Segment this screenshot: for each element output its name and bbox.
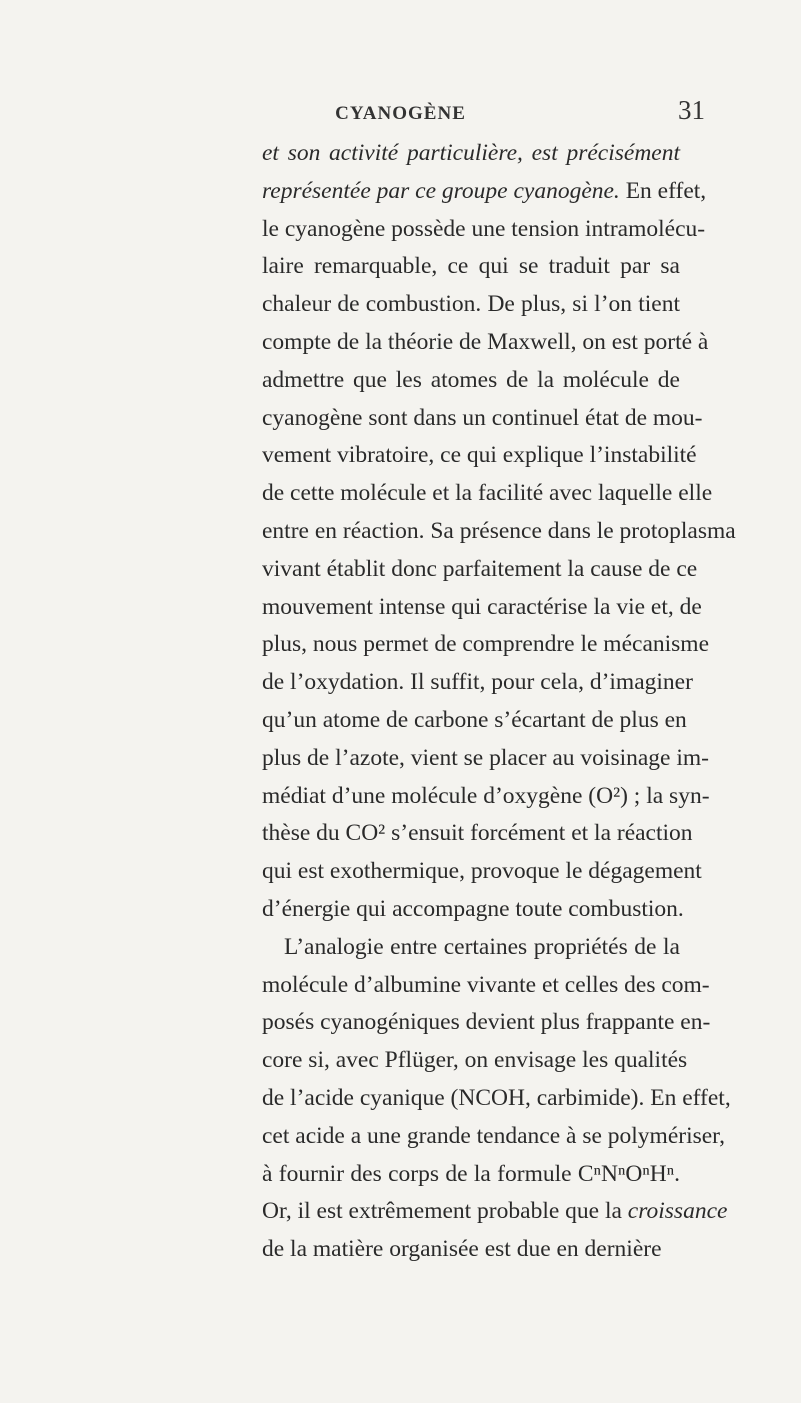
text-line: de la matière organisée est due en dernière <box>262 1236 662 1263</box>
running-title: CYANOGÈNE <box>335 103 466 124</box>
text-line: mouvement intense qui caractérise la vie et, de <box>262 593 702 620</box>
text-line: et son activité particulière, est précisément <box>262 140 680 166</box>
page-number: 31 <box>678 95 705 125</box>
text-line: plus de l’azote, vient se placer au voisinage im- <box>262 744 709 771</box>
text-line: thèse du CO² s’ensuit forcément et la réaction <box>262 820 693 847</box>
text-line: molécule d’albumine vivante et celles des com- <box>262 971 710 998</box>
text-line: plus, nous permet de comprendre le mécanisme <box>262 631 710 658</box>
text-line: d’énergie qui accompagne toute combustion. <box>262 896 684 922</box>
text-line: à fournir des corps de la formule CⁿNⁿOⁿHⁿ. <box>262 1160 680 1187</box>
text-line: vement vibratoire, ce qui explique l’instabilité <box>262 442 697 469</box>
italic-span: croissance <box>627 1198 728 1225</box>
text-line: admettre que les atomes de la molécule de <box>262 366 680 393</box>
roman-span: Or, il est extrêmement probable que la <box>262 1198 628 1225</box>
text-line: de cette molécule et la facilité avec laquelle elle <box>262 480 713 507</box>
text-line: médiat d’une molécule d’oxygène (O²) ; la syn- <box>262 782 710 809</box>
text-line: cyanogène sont dans un continuel état de mou- <box>262 404 703 431</box>
text-line: L’analogie entre certaines propriétés de la <box>284 933 680 960</box>
text-line: cet acide a une grande tendance à se polymériser, <box>262 1122 725 1149</box>
text-line: entre en réaction. Sa présence dans le protoplasma <box>262 518 736 544</box>
text-line: chaleur de combustion. De plus, si l’on tient <box>262 291 680 318</box>
text-line: de l’oxydation. Il suffit, pour cela, d’imaginer <box>262 669 693 696</box>
italic-span: représentée par ce groupe cyanogène. <box>262 177 620 204</box>
text-line: vivant établit donc parfaitement la cause de ce <box>262 555 698 582</box>
text-line: posés cyanogéniques devient plus frappante en- <box>262 1009 711 1036</box>
text-line: qu’un atome de carbone s’écartant de plus en <box>262 707 687 733</box>
text-line: compte de la théorie de Maxwell, on est porté à <box>262 329 709 355</box>
roman-span: En effet, <box>619 177 707 204</box>
text-line: laire remarquable, ce qui se traduit par sa <box>262 253 680 280</box>
text-line: qui est exothermique, provoque le dégagement <box>262 858 702 885</box>
text-line: de l’acide cyanique (NCOH, carbimide). En effet, <box>262 1085 731 1111</box>
text-line <box>262 1196 728 1226</box>
text-line <box>262 176 707 206</box>
text-line: core si, avec Pflüger, on envisage les qualités <box>262 1047 688 1074</box>
text-line: le cyanogène possède une tension intramolécu- <box>262 215 706 242</box>
